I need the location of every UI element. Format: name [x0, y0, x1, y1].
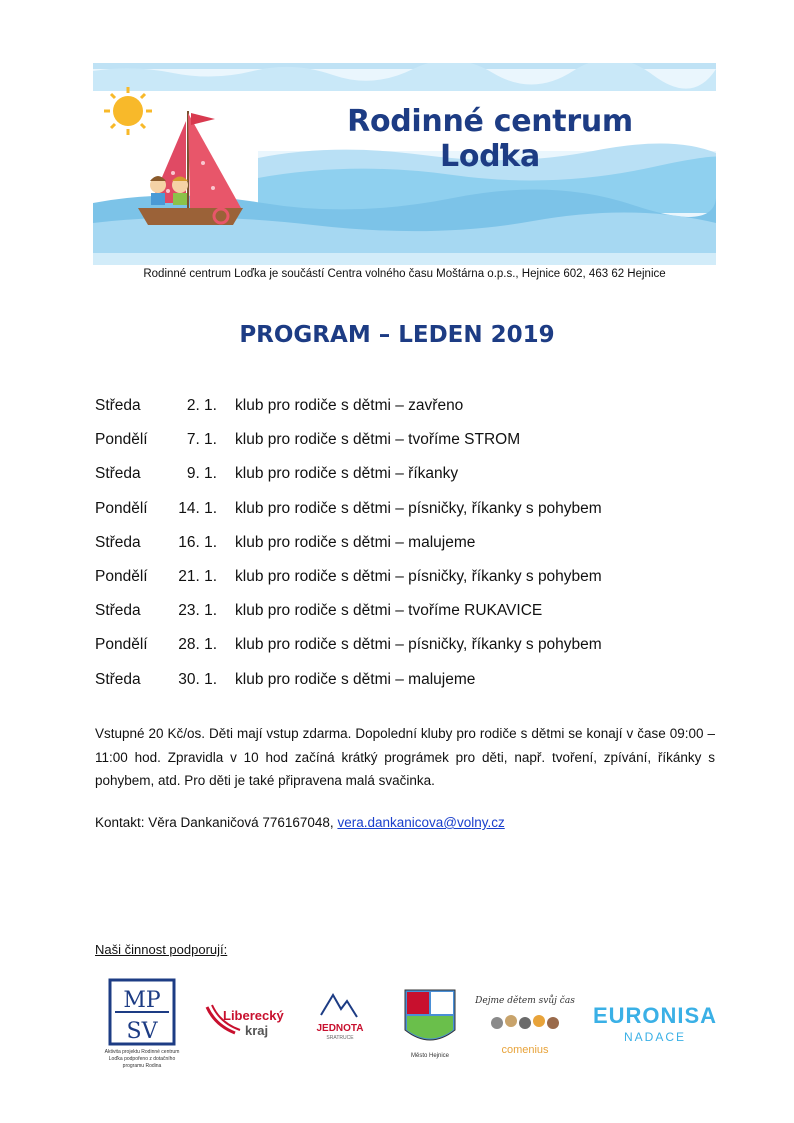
- schedule-description: klub pro rodiče s dětmi – tvoříme STROM: [235, 431, 521, 449]
- svg-text:EURONISA: EURONISA: [592, 1003, 718, 1028]
- euronisa-logo: [593, 1003, 717, 1044]
- schedule-row: [95, 567, 715, 601]
- schedule-description: klub pro rodiče s dětmi – tvoříme RUKAVICE: [235, 602, 543, 620]
- schedule-day: Středa: [95, 465, 141, 483]
- svg-text:Loďka podpořeno z dotačního: Loďka podpořeno z dotačního: [108, 1056, 176, 1062]
- svg-text:comenius: comenius: [501, 1044, 549, 1056]
- schedule-list: [95, 396, 715, 704]
- schedule-date: 7. 1.: [186, 431, 217, 449]
- program-title: PROGRAM – LEDEN 2019: [239, 322, 555, 348]
- schedule-date: 14. 1.: [178, 499, 217, 517]
- svg-text:programu Rodina: programu Rodina: [122, 1063, 162, 1069]
- schedule-description: klub pro rodiče s dětmi – malujeme: [235, 533, 476, 551]
- contact-email-link[interactable]: vera.dankanicova@volny.cz: [337, 815, 505, 830]
- schedule-row: [95, 499, 715, 533]
- svg-text:MP: MP: [123, 988, 161, 1013]
- schedule-day: Pondělí: [95, 431, 148, 449]
- schedule-day: Pondělí: [95, 636, 148, 654]
- schedule-description: klub pro rodiče s dětmi – malujeme: [235, 670, 476, 688]
- schedule-row: [95, 533, 715, 567]
- schedule-row: [95, 464, 715, 498]
- schedule-day: Pondělí: [95, 499, 148, 517]
- schedule-date: 16. 1.: [178, 533, 217, 551]
- schedule-row: [95, 396, 715, 430]
- svg-text:Aktivita projektu Rodinné cent: Aktivita projektu Rodinné centrum: [104, 1049, 180, 1055]
- schedule-description: klub pro rodiče s dětmi – zavřeno: [235, 397, 464, 414]
- schedule-day: Pondělí: [95, 567, 148, 585]
- info-paragraph: Vstupné 20 Kč/os. Děti mají vstup zdarma. Dopolední kluby pro rodiče s dětmi se konají v čase 09:00 – 11:00 hod. Zpravidla v 10 hod začíná krátký prográmek pro děti, např. tvoření, zpívání, říkánky s pohybem, atd. Pro děti je také připravena malá svačinka.: [95, 726, 715, 788]
- mpsv-logo: [105, 980, 180, 1069]
- comenius-logo: [474, 994, 575, 1056]
- contact-line: [95, 815, 505, 830]
- svg-text:Město Hejnice: Město Hejnice: [410, 1053, 450, 1059]
- schedule-day: Středa: [95, 602, 141, 620]
- schedule-description: klub pro rodiče s dětmi – písničky, říkanky s pohybem: [235, 499, 602, 517]
- schedule-row: [95, 670, 715, 704]
- org-subtitle: Rodinné centrum Loďka je součástí Centra volného času Moštárna o.p.s., Hejnice 602, 463 62 Hejnice: [143, 268, 666, 280]
- svg-text:SV: SV: [126, 1019, 158, 1044]
- supporters-label: Naši činnost podporují:: [95, 942, 228, 957]
- schedule-day: Středa: [95, 670, 141, 688]
- schedule-date: 30. 1.: [178, 670, 217, 688]
- schedule-row: [95, 601, 715, 635]
- svg-text:SRATRUCE: SRATRUCE: [326, 1035, 354, 1041]
- schedule-description: klub pro rodiče s dětmi – říkanky: [235, 465, 459, 483]
- schedule-row: [95, 430, 715, 464]
- schedule-description: klub pro rodiče s dětmi – písničky, říkanky s pohybem: [235, 636, 602, 654]
- schedule-date: 9. 1.: [186, 465, 217, 483]
- schedule-date: 28. 1.: [178, 636, 217, 654]
- jednota-logo: [316, 995, 363, 1041]
- contact-label: Kontakt: Věra Dankaničová 776167048,: [95, 815, 334, 830]
- mesto-hejnice-logo: [405, 990, 455, 1059]
- svg-text:kraj: kraj: [245, 1023, 269, 1038]
- schedule-date: 23. 1.: [178, 602, 217, 620]
- org-title: Rodinné centrum Loďka: [347, 104, 633, 174]
- svg-text:NADACE: NADACE: [623, 1030, 687, 1044]
- supporter-logos: [85, 975, 735, 1075]
- schedule-row: [95, 635, 715, 669]
- schedule-date: 21. 1.: [178, 567, 217, 585]
- schedule-day: Středa: [95, 533, 141, 551]
- schedule-date: 2. 1.: [186, 397, 217, 414]
- liberecky-kraj-logo: [207, 1005, 284, 1038]
- schedule-description: klub pro rodiče s dětmi – písničky, říkanky s pohybem: [235, 567, 602, 585]
- schedule-day: Středa: [95, 397, 141, 414]
- svg-text:JEDNOTA: JEDNOTA: [316, 1023, 364, 1034]
- svg-text:Dejme dětem svůj čas: Dejme dětem svůj čas: [475, 996, 575, 1006]
- svg-text:Liberecký: Liberecký: [223, 1008, 284, 1023]
